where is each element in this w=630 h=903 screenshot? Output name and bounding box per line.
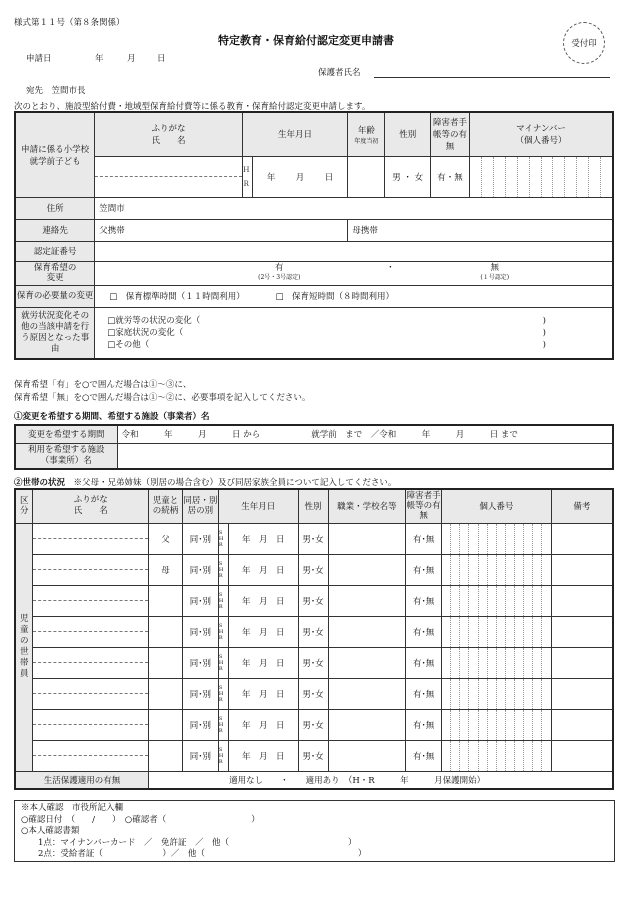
member-sex[interactable]: 男･女 — [298, 523, 328, 554]
care-no-option[interactable]: 無 — [490, 263, 500, 273]
period-label: 変更を希望する期間 — [15, 425, 117, 443]
member-era[interactable]: S H R — [218, 585, 228, 616]
child-name-field[interactable] — [95, 156, 242, 197]
member-relation[interactable]: 母 — [149, 554, 183, 585]
addressee: 宛先 笠間市長 — [26, 86, 86, 96]
member-remarks[interactable] — [551, 554, 613, 585]
member-dob[interactable]: 年 月 日 — [228, 616, 298, 647]
address-label: 住所 — [15, 197, 95, 219]
form-title: 特定教育・保育給付認定変更申請書 — [218, 34, 394, 47]
guardian-name-field[interactable] — [374, 77, 610, 78]
member-mynumber-grid[interactable] — [442, 709, 552, 740]
member-dob[interactable]: 年 月 日 — [228, 709, 298, 740]
member-sex[interactable]: 男･女 — [298, 616, 328, 647]
application-date-label: 申請日 — [26, 54, 52, 64]
member-living[interactable]: 同･別 — [182, 740, 218, 771]
hh-header-mynumber: 個人番号 — [442, 489, 552, 523]
member-living[interactable]: 同･別 — [182, 616, 218, 647]
member-relation[interactable] — [149, 616, 183, 647]
amount-label: 保育の必要量の変更 — [15, 285, 95, 307]
member-relation[interactable] — [149, 709, 183, 740]
section2-title: ②世帯の状況 — [14, 478, 66, 488]
facility-field[interactable] — [117, 443, 613, 469]
hh-header-job: 職業・学校名等 — [328, 489, 406, 523]
household-row — [15, 554, 613, 585]
reception-stamp — [563, 22, 605, 64]
member-job[interactable] — [328, 740, 406, 771]
member-remarks[interactable] — [551, 740, 613, 771]
member-sex[interactable]: 男･女 — [298, 585, 328, 616]
member-job[interactable] — [328, 678, 406, 709]
member-living[interactable]: 同･別 — [182, 709, 218, 740]
reason-other-checkbox[interactable]: □その他（ — [107, 339, 150, 350]
standard-time-checkbox[interactable]: □ 保育標準時間（１１時間利用） — [109, 292, 245, 302]
member-era[interactable]: S H R — [218, 616, 228, 647]
household-row — [15, 616, 613, 647]
verify-line: ※本人確認 市役所記入欄 — [21, 803, 124, 813]
member-name-field[interactable] — [33, 647, 149, 678]
member-name-field[interactable] — [33, 678, 149, 709]
member-sex[interactable]: 男･女 — [298, 709, 328, 740]
father-phone-field[interactable]: 父携帯 — [95, 219, 348, 241]
address-field[interactable]: 笠間市 — [95, 197, 613, 219]
child-dob-field[interactable]: 年 月 日 — [252, 156, 348, 197]
reason-label: 就労状況変化その他の当該申請を行う原因となった事由 — [15, 307, 95, 359]
verify-line[interactable]: ○確認日付 （ / ） ○確認者（ ） — [21, 814, 260, 825]
child-age-header: 年齢 年度当初 — [348, 112, 385, 156]
hh-header-relation: 児童との続柄 — [149, 489, 183, 523]
member-remarks[interactable] — [551, 616, 613, 647]
hh-header-kubun: 区分 — [15, 489, 33, 523]
application-month[interactable]: 月 — [127, 54, 136, 64]
member-dob[interactable]: 年 月 日 — [228, 740, 298, 771]
member-disability[interactable]: 有･無 — [406, 616, 442, 647]
household-row — [15, 740, 613, 771]
child-disability-header: 障害者手帳等の有無 — [431, 112, 470, 156]
member-relation[interactable]: 父 — [149, 523, 183, 554]
member-name-field[interactable] — [33, 585, 149, 616]
household-row — [15, 523, 613, 554]
member-remarks[interactable] — [551, 678, 613, 709]
hh-header-name: ふりがな 氏 名 — [33, 489, 149, 523]
member-remarks[interactable] — [551, 647, 613, 678]
member-disability[interactable]: 有･無 — [406, 585, 442, 616]
child-sex-field[interactable]: 男 ・ 女 — [385, 156, 431, 197]
amount-field — [95, 285, 613, 307]
member-disability[interactable]: 有･無 — [406, 554, 442, 585]
child-row-label: 申請に係る小学校就学前子ども — [15, 112, 95, 197]
short-time-checkbox[interactable]: □ 保育短時間（８時間利用） — [275, 292, 395, 302]
verify-line[interactable]: 1点：マイナンバーカード ／ 免許証 ／ 他（ ） — [21, 837, 357, 848]
member-era[interactable]: S H R — [218, 554, 228, 585]
member-era[interactable]: S H R — [218, 523, 228, 554]
member-remarks[interactable] — [551, 709, 613, 740]
child-sex-header: 性別 — [385, 112, 431, 156]
member-dob[interactable]: 年 月 日 — [228, 554, 298, 585]
member-mynumber-grid[interactable] — [442, 523, 552, 554]
facility-label: 利用を希望する施設（事業所）名 — [15, 443, 117, 469]
member-living[interactable]: 同･別 — [182, 647, 218, 678]
member-relation[interactable] — [149, 740, 183, 771]
member-remarks[interactable] — [551, 585, 613, 616]
application-table — [14, 111, 614, 360]
care-yes-option[interactable]: 有 — [275, 263, 284, 273]
member-dob[interactable]: 年 月 日 — [228, 585, 298, 616]
care-wish-label: 保育希望の変更 — [15, 261, 95, 285]
member-living[interactable]: 同･別 — [182, 554, 218, 585]
member-mynumber-grid[interactable] — [442, 554, 552, 585]
child-mynumber-grid[interactable] — [470, 156, 613, 197]
member-disability[interactable]: 有･無 — [406, 740, 442, 771]
member-job[interactable] — [328, 709, 406, 740]
verify-line[interactable]: 2点：受給者証（ ）／ 他（ ） — [21, 849, 367, 859]
member-disability[interactable]: 有･無 — [406, 709, 442, 740]
member-job[interactable] — [328, 554, 406, 585]
member-mynumber-grid[interactable] — [442, 647, 552, 678]
member-disability[interactable]: 有･無 — [406, 523, 442, 554]
cert-number-field[interactable] — [95, 241, 613, 261]
contact-label: 連絡先 — [15, 219, 95, 241]
member-mynumber-grid[interactable] — [442, 740, 552, 771]
member-relation[interactable] — [149, 585, 183, 616]
mother-phone-field[interactable]: 母携帯 — [348, 219, 613, 241]
child-mynumber-header: マイナンバー （個人番号） — [470, 112, 613, 156]
member-sex[interactable]: 男･女 — [298, 554, 328, 585]
household-table — [14, 488, 614, 790]
member-mynumber-grid[interactable] — [442, 616, 552, 647]
member-dob[interactable]: 年 月 日 — [228, 647, 298, 678]
period-table — [14, 424, 614, 470]
member-sex[interactable]: 男･女 — [298, 678, 328, 709]
note-line-2: 保育希望「無」を○で囲んだ場合は①～②に、必要事項を記入してください。 — [14, 393, 311, 403]
household-row — [15, 709, 613, 740]
section1-title: ①変更を希望する期間、希望する施設（事業者）名 — [14, 412, 210, 422]
member-era[interactable]: S H R — [218, 740, 228, 771]
welfare-label: 生活保護適用の有無 — [15, 771, 149, 789]
household-side-label: 児童の世帯員 — [15, 523, 33, 771]
member-name-field[interactable] — [33, 740, 149, 771]
member-remarks[interactable] — [551, 523, 613, 554]
member-name-field[interactable] — [33, 616, 149, 647]
member-job[interactable] — [328, 647, 406, 678]
guardian-name-label: 保護者氏名 — [318, 68, 361, 78]
member-job[interactable] — [328, 585, 406, 616]
member-sex[interactable]: 男･女 — [298, 740, 328, 771]
member-living[interactable]: 同･別 — [182, 585, 218, 616]
child-age-field[interactable] — [348, 156, 385, 197]
member-living[interactable]: 同･別 — [182, 523, 218, 554]
welfare-field[interactable]: 適用なし ・ 適用あり （H・R 年 月保護開始） — [149, 771, 613, 789]
household-row — [15, 585, 613, 616]
member-name-field[interactable] — [33, 709, 149, 740]
member-job[interactable] — [328, 616, 406, 647]
intro-text: 次のとおり、施設型給付費・地域型保育給付費等に係る教育・保育給付認定変更申請します。 — [14, 102, 371, 112]
member-era[interactable]: S H R — [218, 678, 228, 709]
child-disability-field[interactable]: 有・無 — [431, 156, 470, 197]
member-mynumber-grid[interactable] — [442, 678, 552, 709]
member-era[interactable]: S H R — [218, 709, 228, 740]
member-era[interactable]: S H R — [218, 647, 228, 678]
member-name-field[interactable] — [33, 554, 149, 585]
hh-header-remarks: 備考 — [551, 489, 613, 523]
child-dob-header: 生年月日 — [242, 112, 348, 156]
cert-number-label: 認定証番号 — [15, 241, 95, 261]
child-era[interactable]: Ｈ Ｒ — [242, 156, 252, 197]
verification-box — [14, 800, 615, 862]
application-year[interactable]: 年 — [95, 54, 104, 64]
reason-family-checkbox[interactable]: □家庭状況の変化（ — [107, 327, 184, 338]
hh-header-disability: 障害者手帳等の有無 — [406, 489, 442, 523]
member-relation[interactable] — [149, 678, 183, 709]
hh-header-dob: 生年月日 — [218, 489, 298, 523]
care-wish-field[interactable]: 有 (2号・3号認定) ・ 無 (１号認定) — [95, 261, 613, 285]
child-name-header: ふりがな 氏 名 — [95, 112, 242, 156]
section2-heading — [14, 476, 396, 488]
member-job[interactable] — [328, 523, 406, 554]
reason-field: □就労等の状況の変化（ □家庭状況の変化（ □その他（ ) ) ) — [95, 307, 613, 359]
member-dob[interactable]: 年 月 日 — [228, 678, 298, 709]
member-dob[interactable]: 年 月 日 — [228, 523, 298, 554]
member-disability[interactable]: 有･無 — [406, 647, 442, 678]
hh-header-living: 同居・別居の別 — [182, 489, 218, 523]
reason-work-checkbox[interactable]: □就労等の状況の変化（ — [107, 315, 201, 326]
member-sex[interactable]: 男･女 — [298, 647, 328, 678]
note-line-1: 保育希望「有」を○で囲んだ場合は①～③に、 — [14, 380, 192, 390]
verify-line: ○本人確認書類 — [21, 826, 80, 836]
form-number: 様式第１１号（第８条関係） — [14, 18, 125, 28]
period-field[interactable]: 令和 年 月 日 から 就学前 まで ／令和 年 月 日 まで — [117, 425, 613, 443]
application-day[interactable]: 日 — [157, 54, 166, 64]
member-disability[interactable]: 有･無 — [406, 678, 442, 709]
member-living[interactable]: 同･別 — [182, 678, 218, 709]
household-row — [15, 678, 613, 709]
section2-note: ※父母・兄弟姉妹（別居の場合含む）及び同居家族全員について記入してください。 — [73, 478, 397, 488]
member-name-field[interactable] — [33, 523, 149, 554]
member-relation[interactable] — [149, 647, 183, 678]
household-row — [15, 647, 613, 678]
hh-header-sex: 性別 — [298, 489, 328, 523]
member-mynumber-grid[interactable] — [442, 585, 552, 616]
reception-stamp-label: 受付印 — [571, 39, 597, 49]
